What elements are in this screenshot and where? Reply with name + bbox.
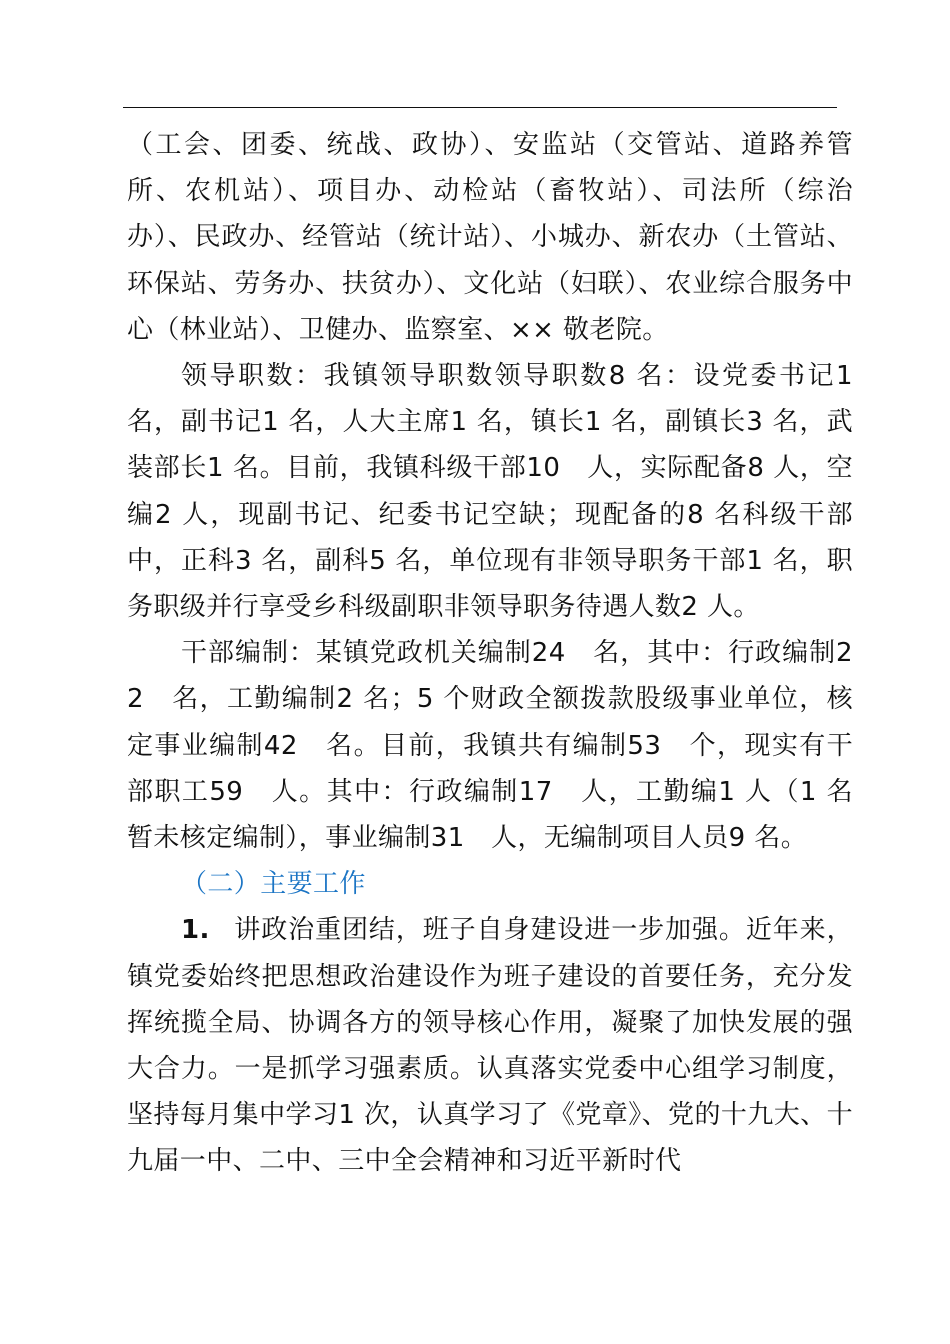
section-heading: （二）主要工作 (181, 869, 366, 900)
item-text: 讲政治重团结，班子自身建设进一步加强。近年来，镇党委始终把思想政治建设作为班子建设的首要任务，充分发挥统揽全局、协调各方的领导核心作用，凝聚了加快发展的强大合力。一是抓学习强素质。认真落实党委中心组学习制度，坚持每月集中学习1 次，认真学习了《党章》、党的十九大、十九届一中、二中、三中全会精神和习近平新时代 (127, 915, 853, 1177)
paragraph-staffing: 干部编制：某镇党政机关编制24 名，其中：行政编制22 名，工勤编制2 名；5 个财政全额拨款股级事业单位，核定事业编制42 名。目前，我镇共有编制53 个，现实有干部职工59 人。其中：行政编制17 人，工勤编1 人（1 名暂未核定编制），事业编制31 人，无编制项目人员9 名。 (127, 638, 853, 854)
item-number: 1. (181, 915, 210, 946)
paragraph-leadership-positions: 领导职数：我镇领导职数领导职数8 名：设党委书记1 名，副书记1 名，人大主席1 名，镇长1 名，副镇长3 名，武装部长1 名。目前，我镇科级干部10 人，实际配备8 人，空编2 人，现副书记、纪委书记空缺；现配备的8 名科级干部中，正科3 名，副科5 名，单位现有非领导职务干部1 名，职务职级并行享受乡科级副职非领导职务待遇人数2 人。 (127, 361, 853, 623)
document-body (127, 122, 853, 1185)
header-rule (123, 107, 837, 108)
paragraph-institutions: （工会、团委、统战、政协）、安监站（交管站、道路养管所、农机站）、项目办、动检站（畜牧站）、司法所（综治办）、民政办、经管站（统计站）、小城办、新农办（土管站、环保站、劳务办、扶贫办）、文化站（妇联）、农业综合服务中心（林业站）、卫健办、监察室、×× 敬老院。 (127, 130, 853, 345)
paragraph-item-1 (127, 907, 853, 1184)
